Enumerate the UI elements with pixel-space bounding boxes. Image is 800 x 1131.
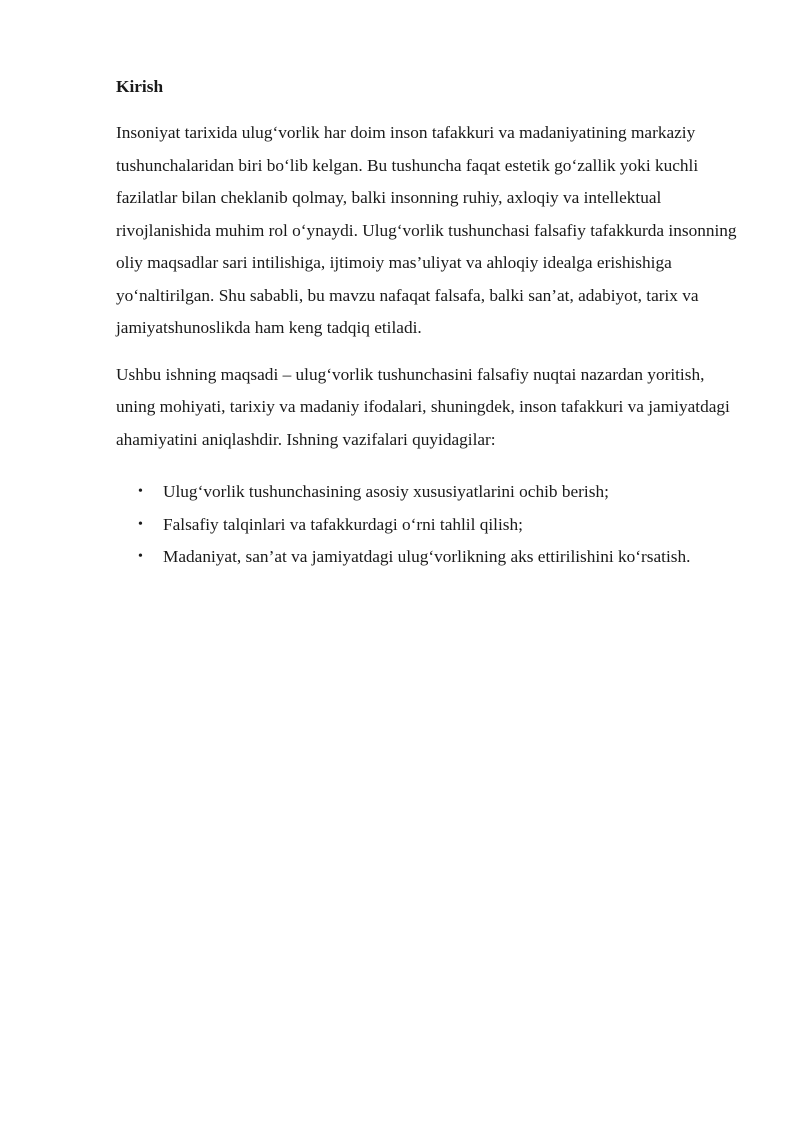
bullet-icon: •: [138, 484, 143, 499]
bullet-icon: •: [138, 549, 143, 564]
intro-paragraph: Insoniyat tarixida ulug‘vorlik har doim inson tafakkuri va madaniyatining markaziy tushunchalaridan biri bo‘lib kelgan. Bu tushuncha faqat estetik go‘zallik yoki kuchli fazilatlar bilan cheklanib qolmay, balki insonning ruhiy, axloqiy va intellektual rivojlanishida muhim rol o‘ynaydi. Ulug‘vorlik tushunchasi falsafiy tafakkurda insonning oliy maqsadlar sari intilishiga, ijtimoiy mas’uliyat va ahloqiy idealga erishishiga yo‘naltirilgan. Shu sababli, bu mavzu nafaqat falsafa, balki san’at, adabiyot, tarix va jamiyatshunoslikda ham keng tadqiq etiladi.: [116, 123, 737, 337]
purpose-paragraph: Ushbu ishning maqsadi – ulug‘vorlik tushunchasini falsafiy nuqtai nazardan yoritish, uning mohiyati, tarixiy va madaniy ifodalari, shuningdek, inson tafakkuri va jamiyatdagi ahamiyatini aniqlashdir. Ishning vazifalari quyidagilar:: [116, 364, 730, 449]
list-item-text: Madaniyat, san’at va jamiyatdagi ulug‘vorlikning aks ettirilishini ko‘rsatish.: [163, 547, 691, 566]
list-item-text: Falsafiy talqinlari va tafakkurdagi o‘rni tahlil qilish;: [163, 514, 523, 534]
document-body: [116, 74, 746, 574]
list-item: [116, 476, 746, 509]
list-item-text: Ulug‘vorlik tushunchasining asosiy xususiyatlarini ochib berish;: [163, 482, 609, 501]
tasks-list: [116, 476, 746, 574]
list-item: [116, 509, 746, 542]
section-heading: Kirish: [116, 77, 164, 96]
list-item: [116, 541, 746, 574]
bullet-icon: •: [138, 516, 143, 532]
